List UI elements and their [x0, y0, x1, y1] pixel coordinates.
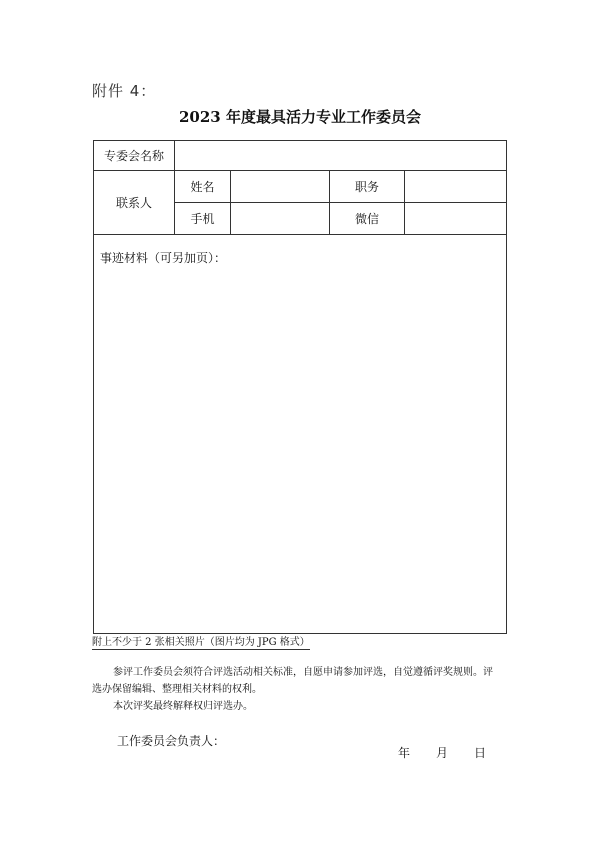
row-divider [94, 234, 506, 235]
story-label: 事迹材料（可另加页）： [100, 251, 227, 265]
position-field[interactable] [405, 171, 506, 202]
form-title: 2023 年度最具活力专业工作委员会 [179, 108, 421, 126]
signature-label: 工作委员会负责人： [117, 734, 226, 748]
name-field[interactable] [231, 171, 329, 202]
attachment-label: 附件 4： [92, 82, 157, 100]
date-month: 月 [436, 746, 449, 760]
wechat-label: 微信 [354, 212, 379, 226]
date-day: 日 [474, 746, 487, 760]
position-label: 职务 [354, 180, 379, 194]
date-year: 年 [398, 746, 411, 760]
rules-line-3: 本次评奖最终解释权归评选办。 [113, 701, 253, 712]
photo-requirement-note: 附上不少于 2 张相关照片（图片均为 JPG 格式） [92, 637, 310, 648]
contact-label: 联系人 [115, 196, 152, 210]
committee-name-label: 专委会名称 [103, 149, 164, 163]
rules-line-2: 选办保留编辑、整理相关材料的权利。 [92, 684, 262, 695]
story-field[interactable] [94, 269, 506, 633]
rules-line-1: 参评工作委员会须符合评选活动相关标准，自愿申请参加评选，自觉遵循评奖规则。评 [113, 667, 493, 678]
wechat-field[interactable] [405, 203, 506, 234]
committee-name-field[interactable] [175, 141, 506, 170]
application-form [93, 140, 507, 634]
name-label: 姓名 [190, 180, 215, 194]
phone-field[interactable] [231, 203, 329, 234]
phone-label: 手机 [190, 212, 215, 226]
